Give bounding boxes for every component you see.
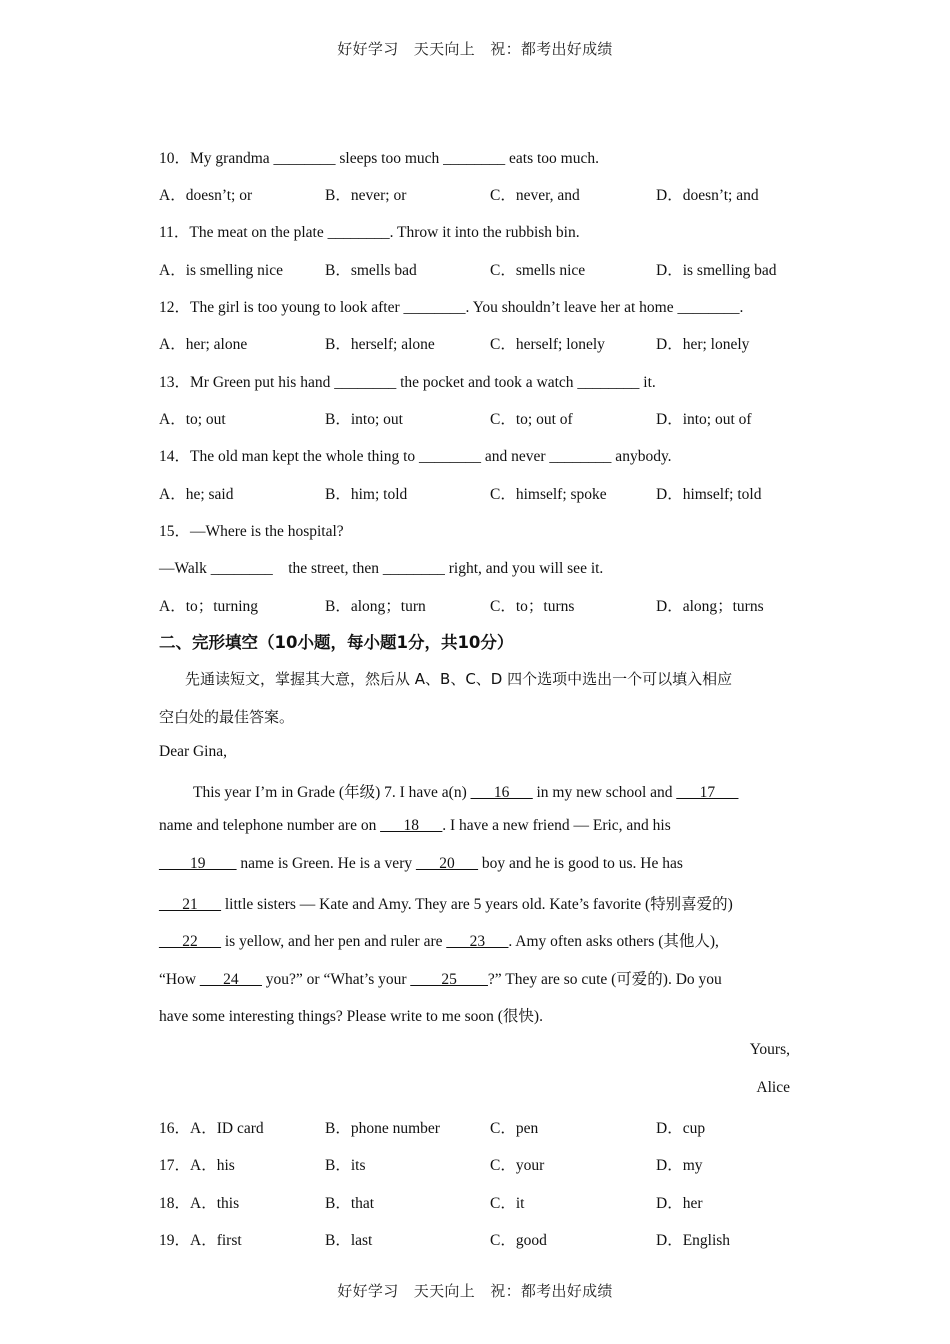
letter-line-7: have some interesting things? Please write to me soon (很快). bbox=[159, 1008, 543, 1025]
letter-line-6 bbox=[159, 967, 722, 989]
letter-line-4 bbox=[159, 892, 733, 914]
letter-text: name is Green. He is a very bbox=[236, 855, 416, 872]
option-d: D．her bbox=[656, 1195, 703, 1212]
letter-text: ?” They are so cute (可爱的). Do you bbox=[487, 971, 722, 988]
option-b: B．its bbox=[325, 1157, 366, 1174]
option-a-text: A．ID card bbox=[190, 1120, 264, 1137]
question-10-options bbox=[159, 183, 799, 205]
letter-text: little sisters — Kate and Amy. They are 5 years old. Kate’s favorite (特别喜爱的) bbox=[221, 896, 733, 913]
page-footer: 好好学习 天天向上 祝：都考出好成绩 bbox=[337, 1282, 613, 1300]
letter-text: is yellow, and her pen and ruler are bbox=[221, 933, 447, 950]
question-15-dialogue: —Walk ________ the street, then ________ right, and you will see it. bbox=[159, 560, 604, 577]
option-a: A．her; alone bbox=[159, 336, 248, 353]
option-a bbox=[159, 1191, 239, 1213]
option-c: C．himself; spoke bbox=[490, 486, 607, 503]
option-c: C．to; out of bbox=[490, 411, 573, 428]
question-11-stem: 11．The meat on the plate ________. Throw it into the rubbish bin. bbox=[159, 224, 580, 241]
letter-text: in my new school and bbox=[532, 784, 677, 801]
letter-greeting: Dear Gina, bbox=[159, 743, 227, 760]
option-b: B．herself; alone bbox=[325, 336, 435, 353]
option-c: C．smells nice bbox=[490, 262, 586, 279]
question-14-stem: 14．The old man kept the whole thing to ________ and never ________ anybody. bbox=[159, 448, 672, 465]
blank-21: ___21___ bbox=[159, 896, 221, 913]
option-b: B．phone number bbox=[325, 1120, 440, 1137]
option-d: D．is smelling bad bbox=[656, 262, 777, 279]
blank-18: ___18___ bbox=[380, 817, 443, 834]
letter-text: you?” or “What’s your bbox=[261, 971, 411, 988]
letter-line-5 bbox=[159, 929, 719, 951]
question-15-options bbox=[159, 594, 799, 616]
letter-line-3 bbox=[159, 855, 683, 873]
option-a: A．to；turning bbox=[159, 598, 259, 615]
letter-line-2 bbox=[159, 817, 671, 835]
cloze-question-19 bbox=[159, 1228, 799, 1250]
option-a: A．to; out bbox=[159, 411, 226, 428]
question-12-stem: 12．The girl is too young to look after ________. You shouldn’t leave her at home ________. bbox=[159, 299, 744, 316]
option-d: D．my bbox=[656, 1157, 703, 1174]
cloze-question-18 bbox=[159, 1191, 799, 1213]
option-d: D．her; lonely bbox=[656, 336, 750, 353]
question-14-options bbox=[159, 482, 799, 504]
blank-25: ____25____ bbox=[410, 971, 488, 988]
option-d: D．along；turns bbox=[656, 598, 764, 615]
blank-23: ___23___ bbox=[446, 933, 509, 950]
option-a: A．he; said bbox=[159, 486, 234, 503]
option-a-text: A．this bbox=[190, 1195, 240, 1212]
option-c: C．good bbox=[490, 1232, 547, 1249]
option-a-text: A．first bbox=[190, 1232, 242, 1249]
question-number: 19． bbox=[159, 1232, 191, 1249]
question-13-stem: 13．Mr Green put his hand ________ the pocket and took a watch ________ it. bbox=[159, 374, 656, 391]
option-c: C．it bbox=[490, 1195, 525, 1212]
question-10-stem: 10．My grandma ________ sleeps too much ________ eats too much. bbox=[159, 150, 599, 167]
option-d: D．doesn’t; and bbox=[656, 187, 759, 204]
option-d: D．himself; told bbox=[656, 486, 762, 503]
blank-20: ___20___ bbox=[415, 855, 478, 872]
option-b: B．smells bad bbox=[325, 262, 417, 279]
section-instructions-cont: 空白处的最佳答案。 bbox=[159, 708, 295, 726]
option-a bbox=[159, 1116, 264, 1138]
option-a bbox=[159, 1228, 242, 1250]
blank-16: ___16___ bbox=[470, 784, 533, 801]
cloze-question-17 bbox=[159, 1153, 799, 1175]
blank-24: ___24___ bbox=[199, 971, 262, 988]
option-c: C．your bbox=[490, 1157, 545, 1174]
option-d: D．cup bbox=[656, 1120, 706, 1137]
section-title: 二、完形填空（10小题，每小题1分，共10分） bbox=[159, 633, 514, 652]
question-13-options bbox=[159, 407, 799, 429]
option-c: C．herself; lonely bbox=[490, 336, 605, 353]
question-11-options bbox=[159, 258, 799, 280]
question-number: 18． bbox=[159, 1195, 191, 1212]
letter-signature: Alice bbox=[756, 1079, 790, 1096]
question-15-stem: 15．—Where is the hospital? bbox=[159, 523, 344, 540]
option-c: C．never, and bbox=[490, 187, 580, 204]
letter-line-1 bbox=[193, 780, 738, 802]
blank-22: ___22___ bbox=[159, 933, 221, 950]
cloze-question-16 bbox=[159, 1116, 799, 1138]
option-b: B．into; out bbox=[325, 411, 403, 428]
letter-text: . I have a new friend — Eric, and his bbox=[442, 817, 671, 834]
question-number: 17． bbox=[159, 1157, 191, 1174]
option-c: C．pen bbox=[490, 1120, 539, 1137]
letter-text: name and telephone number are on bbox=[159, 817, 381, 834]
option-a bbox=[159, 1153, 235, 1175]
blank-17: ___17___ bbox=[676, 784, 739, 801]
letter-text: . Amy often asks others (其他人), bbox=[508, 933, 719, 950]
letter-text: “How bbox=[159, 971, 200, 988]
option-a-text: A．his bbox=[190, 1157, 235, 1174]
option-b: B．that bbox=[325, 1195, 375, 1212]
option-d: D．into; out of bbox=[656, 411, 752, 428]
option-d: D．English bbox=[656, 1232, 731, 1249]
page-header: 好好学习 天天向上 祝：都考出好成绩 bbox=[337, 40, 613, 58]
blank-19: ____19____ bbox=[159, 855, 237, 872]
letter-text: This year I’m in Grade (年级) 7. I have a(n) bbox=[193, 784, 471, 801]
option-a: A．doesn’t; or bbox=[159, 187, 253, 204]
letter-closing: Yours, bbox=[749, 1041, 790, 1058]
option-b: B．him; told bbox=[325, 486, 408, 503]
section-instructions: 先通读短文，掌握其大意，然后从 A、B、C、D 四个选项中选出一个可以填入相应 bbox=[185, 670, 733, 688]
option-b: B．last bbox=[325, 1232, 373, 1249]
option-c: C．to；turns bbox=[490, 598, 575, 615]
option-b: B．never; or bbox=[325, 187, 407, 204]
question-number: 16． bbox=[159, 1120, 191, 1137]
question-12-options bbox=[159, 332, 799, 354]
option-b: B．along；turn bbox=[325, 598, 426, 615]
option-a: A．is smelling nice bbox=[159, 262, 283, 279]
letter-text: boy and he is good to us. He has bbox=[477, 855, 683, 872]
